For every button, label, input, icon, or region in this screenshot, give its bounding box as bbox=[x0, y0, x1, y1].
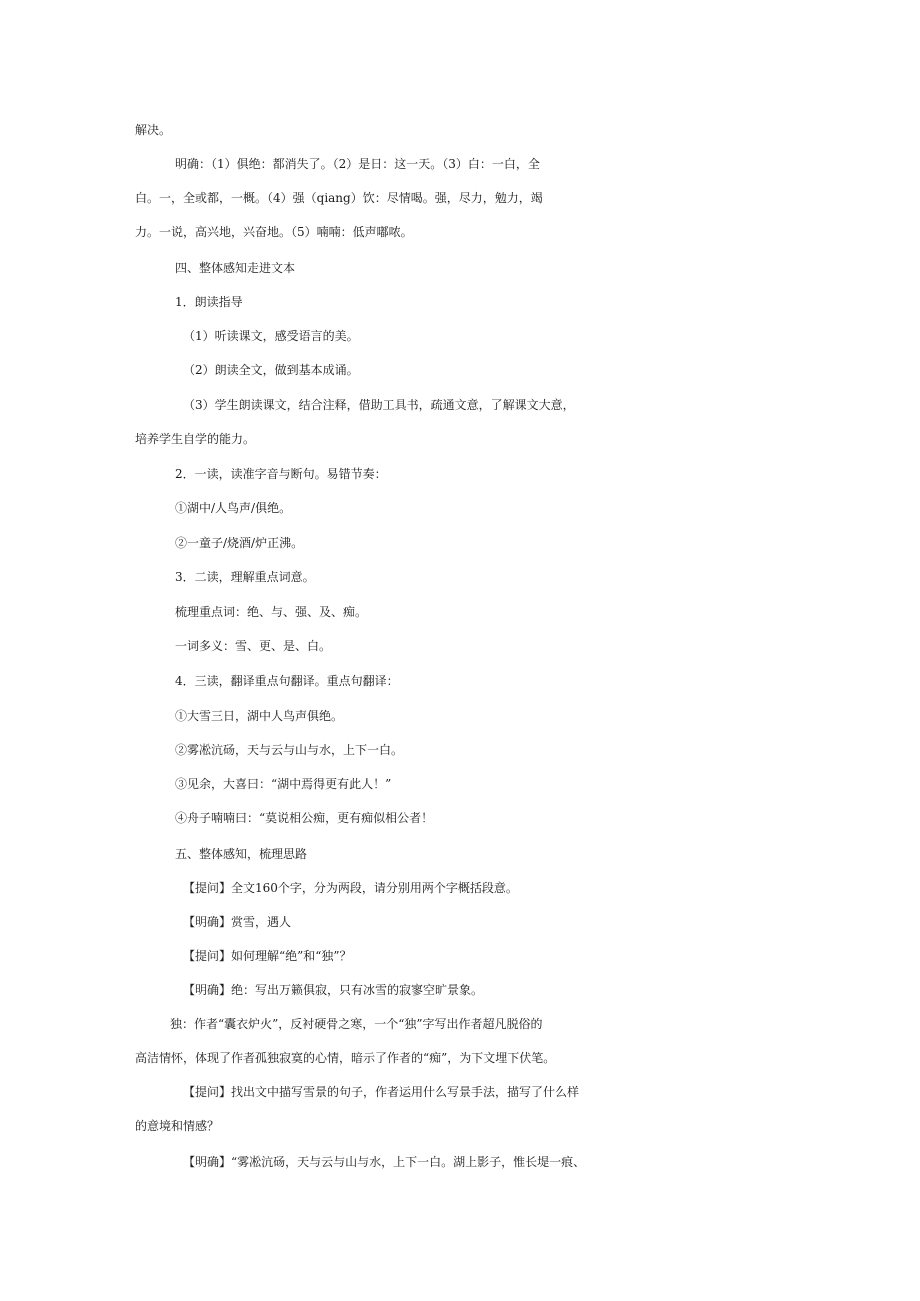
subsection-heading: 4．三读，翻译重点句翻译。重点句翻译： bbox=[175, 674, 399, 688]
subsection-heading: 1．朗读指导 bbox=[175, 295, 243, 309]
answer-line: 【明确】赏雪，遇人 bbox=[183, 915, 292, 929]
text-line: 的意境和情感？ bbox=[135, 1119, 220, 1133]
text-line: 独：作者“囊衣炉火”，反衬硬骨之寒，一个“独”字写出作者超凡脱俗的 bbox=[170, 1017, 543, 1031]
text-line: ①大雪三日，湖中人鸟声俱绝。 bbox=[175, 709, 344, 723]
text-line: 白。一，全或都，一概。（4）强（qiang）饮：尽情喝。强，尽力，勉力，竭 bbox=[135, 191, 543, 205]
question-line: 【提问】如何理解“绝”和“独”？ bbox=[183, 949, 352, 963]
subsection-heading: 3．二读，理解重点词意。 bbox=[175, 570, 315, 584]
text-line: 梳理重点词：绝、与、强、及、痴。 bbox=[175, 605, 368, 619]
text-line: 一词多义：雪、更、是、白。 bbox=[175, 639, 332, 653]
text-line: 高洁情怀，体现了作者孤独寂寞的心情，暗示了作者的“痴”，为下文埋下伏笔。 bbox=[135, 1051, 556, 1065]
question-line: 【提问】找出文中描写雪景的句子，作者运用什么写景手法，描写了什么样 bbox=[183, 1085, 580, 1099]
answer-line: 【明确】“雾凇沆砀，天与云与山与水，上下一白。湖上影子，惟长堤一痕、 bbox=[183, 1155, 586, 1169]
text-line: （3）学生朗读课文，结合注释，借助工具书，疏通文意，了解课文大意， bbox=[183, 398, 575, 412]
text-line: （1）听读课文，感受语言的美。 bbox=[183, 329, 359, 343]
question-line: 【提问】全文160个字，分为两段，请分别用两个字概括段意。 bbox=[183, 881, 518, 895]
text-line: ②雾凇沆砀，天与云与山与水，上下一白。 bbox=[175, 743, 404, 757]
text-line: ③见余，大喜曰：“湖中焉得更有此人！” bbox=[175, 777, 392, 791]
text-line: 解决。 bbox=[135, 123, 172, 137]
text-line: 力。一说，高兴地，兴奋地。（5）喃喃：低声嘟哝。 bbox=[135, 225, 413, 239]
section-heading: 五、整体感知，梳理思路 bbox=[175, 847, 308, 861]
text-line: ①湖中/人鸟声/俱绝。 bbox=[175, 501, 292, 515]
text-line: ②一童子/烧酒/炉正沸。 bbox=[175, 536, 304, 550]
text-line: ④舟子喃喃曰：“莫说相公痴，更有痴似相公者！ bbox=[175, 811, 434, 825]
text-line: （2）朗读全文，做到基本成诵。 bbox=[183, 363, 359, 377]
answer-line: 【明确】绝：写出万籁俱寂，只有冰雪的寂寥空旷景象。 bbox=[183, 983, 484, 997]
section-heading: 四、整体感知走进文本 bbox=[175, 261, 296, 275]
text-line: 培养学生自学的能力。 bbox=[135, 432, 256, 446]
subsection-heading: 2．一读，读准字音与断句。易错节奏： bbox=[175, 467, 387, 481]
text-line: 明确：（1）俱绝：都消失了。（2）是日：这一天。（3）白：一白，全 bbox=[175, 157, 540, 171]
